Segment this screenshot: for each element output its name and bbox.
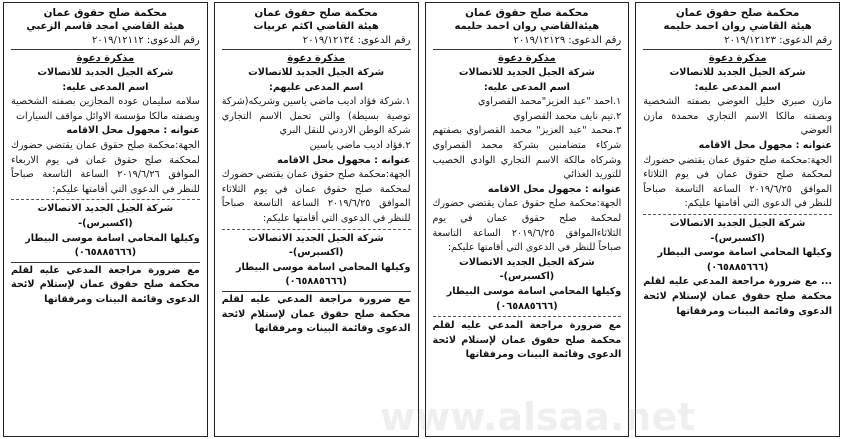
court-name: محكمة صلح حقوق عمان [675, 7, 800, 19]
defendant-item: ٢.تيم نايف محمد القصراوي [512, 110, 622, 122]
memo-title: مذكرة دعوة [287, 53, 345, 64]
address-text: عنوانه : مجهول محل الاقامه [487, 183, 622, 195]
lawyer-name: وكيلها المحامي اسامة موسى البيطار [235, 261, 411, 273]
court-notice-2 [425, 2, 630, 437]
divider [643, 49, 832, 50]
plaintiff-name: شركة الجيل الجديد للاتصالات [669, 67, 806, 78]
summons-text: الجهة:محكمة صلح حقوق عمان يقتضي حضورك لمحكمة صلح حقوق عمان في يوم الثلاثاءالموافق ٢٠١٩/٦/٢٥ الساعة التاسعة صباحاً للنظر في الدعوى التي أقامتها عليكم: [432, 198, 622, 254]
express-label: (اكسبرس)- [710, 232, 765, 244]
defendant-item: ١.احمد "عبد العزيز"محمد القصراوي [477, 96, 622, 108]
judge-name: هيئة القاضي امجد قاسم الزعبي [26, 21, 185, 32]
address-text: عنوانه : مجهول محل الاقامه [698, 139, 832, 151]
divider [11, 49, 200, 50]
address-text: عنوانه : مجهول محل الاقامه [277, 154, 411, 166]
court-notice-1 [635, 2, 840, 437]
plaintiff-name: شركة الجيل الجديد للاتصالات [458, 67, 595, 78]
divider [433, 49, 622, 50]
plaintiff-footer: شركة الجيل الجديد الاتصالات [669, 217, 806, 229]
phone-number: (٠٦٥٨٨٥٦٦٦) [706, 261, 769, 273]
plaintiff-name: شركة الجيل الجديد للاتصالات [248, 67, 385, 78]
closing-text: مع ضرورة مراجعة المدعي عليه لقلم محكمة صلح حقوق عمان لإستلام لائحة الدعوى وقائمة البينات ومرفقاتها [11, 264, 200, 305]
divider [222, 229, 411, 230]
defendant-item: ٣.محمد "عبد العزيز" محمد القصراوي بصفتهم شركاء متضامنين بشركة محمد القصراوي وشركاه مالكة الاسم التجاري الوادي الخصيب للتوريد الغذائي [432, 125, 622, 181]
defendant-item: ٢.فؤاد اديب ماضي ياسين [309, 139, 411, 151]
case-number: رقم الدعوى: ٢٠١٩/١٢١٢٣ [724, 35, 832, 46]
closing-text: مع ضرورة مراجعة المدعي عليه لقلم محكمة صلح حقوق عمان لإستلام لائحة الدعوى وقائمة البينات ومرفقاتها [221, 293, 411, 335]
phone-number: (٠٦٥٨٨٥٦٦٦) [496, 300, 558, 312]
closing-text: مع ضرورة مراجعة المدعي عليه لقلم محكمة صلح حقوق عمان لإستلام لائحة الدعوى وقائمة البينات ومرفقاتها [432, 320, 622, 361]
judge-name: هيئة القاضي اكثم عربيات [253, 21, 379, 32]
divider [11, 199, 200, 200]
lawyer-name: وكيلها المحامي اسامة موسى البيطار [657, 247, 832, 259]
divider [222, 291, 411, 292]
express-label: (اكسبرس)- [288, 247, 344, 259]
defendant-label: اسم المدعى عليه: [62, 81, 149, 93]
phone-number: (٠٦٥٨٨٥٦٦٦) [74, 247, 137, 259]
defendant-label: اسم المدعى عليه: [694, 81, 781, 93]
court-notice-3 [214, 2, 419, 437]
defendant-text: سلامه سليمان عوده المجازين بصفته الشخصية وبصفته مالكا مؤسسة الاوائل مواقف السيارات [11, 96, 200, 122]
defendant-text: مازن صبري خليل العوضي بصفته الشخصية وبصفته مالكا الاسم التجاري محمدة مازن العوضي [643, 96, 832, 137]
case-number: رقم الدعوى: ٢٠١٩/١٢١٢٩ [513, 35, 622, 46]
phone-number: (٠٦٥٨٨٥٦٦٦) [285, 276, 347, 288]
court-name: محكمة صلح حقوق عمان [465, 7, 589, 19]
divider [433, 316, 622, 317]
court-name: محكمة صلح حقوق عمان [254, 7, 378, 19]
case-number: رقم الدعوى: ٢٠١٩/١٢١١٢ [92, 35, 200, 46]
divider [222, 49, 411, 50]
express-label: (اكسبرس)- [499, 271, 555, 283]
plaintiff-name: شركة الجيل الجديد للاتصالات [37, 67, 174, 78]
judge-name: هيئةالقاضي روان احمد حليمه [454, 21, 600, 32]
summons-text: الجهة:محكمة صلح حقوق عمان يقتضي حضورك لمحكمة صلح حقوق عمان في يوم الثلاثاء الموافق ٢٠١٩/٦/٢٥ الساعة التاسعة صباحاً للنظر في الدعوى التي أقامتها عليكم: [221, 169, 411, 224]
memo-title: مذكرة دعوة [708, 53, 767, 64]
express-label: (اكسبرس)- [78, 217, 133, 229]
memo-title: مذكرة دعوة [76, 53, 135, 64]
memo-title: مذكرة دعوة [498, 53, 556, 64]
lawyer-name: وكيلها المحامي اسامة موسى البيطار [446, 285, 622, 297]
watermark: www.alsaa.net [380, 395, 696, 439]
summons-text: الجهة:محكمة صلح حقوق عمان يقتضي حضورك لمحكمة صلح حقوق عمان في يوم الثلاثاء الموافق ٢٠١٩/٦/٢٥ الساعة التاسعة صباحاً للنظر في الدعوى التي أقامتها عليكم: [643, 154, 832, 210]
plaintiff-footer: شركة الجيل الجديد الاتصالات [248, 232, 384, 244]
address-text: عنوانه : مجهول محل الاقامه [66, 125, 200, 137]
judge-name: هيئة القاضي روان احمد حليمه [663, 21, 812, 32]
court-name: محكمة صلح حقوق عمان [43, 7, 168, 19]
court-notice-4 [3, 2, 208, 437]
plaintiff-footer: شركة الجيل الجديد الاتصالات [459, 256, 595, 268]
divider [643, 214, 832, 215]
closing-text: ... مع ضرورة مراجعة المدعي عليه لقلم محكمة صلح حقوق عمان لإستلام لائحة الدعوى وقائمة البينات ومرفقاتها [643, 276, 832, 317]
plaintiff-footer: شركة الجيل الجديد الاتصالات [37, 203, 174, 215]
defendant-item: ١.شركة فؤاد اديب ماضي ياسين وشريكه(شركة توصية بسيطة) والتي تحمل الاسم التجاري شركة الوطن الاردني للنقل البري [221, 96, 411, 137]
case-number: رقم الدعوى: ٢٠١٩/١٢١٣٤ [302, 35, 411, 46]
defendant-label: اسم المدعى عليهم: [269, 81, 364, 93]
summons-text: الجهة:محكمة صلح حقوق عمان يقتضي حضورك لمحكمة صلح حقوق عمان في يوم الاربعاء الموافق ٢٠١٩/٦/٢٦ الساعة التاسعة صباحاً للنظر في الدعوى التي أقامتها عليكم: [11, 139, 200, 195]
divider [11, 262, 200, 263]
defendant-label: اسم المدعى عليه: [483, 81, 570, 93]
lawyer-name: وكيلها المحامي اسامة موسى البيطار [25, 232, 200, 244]
